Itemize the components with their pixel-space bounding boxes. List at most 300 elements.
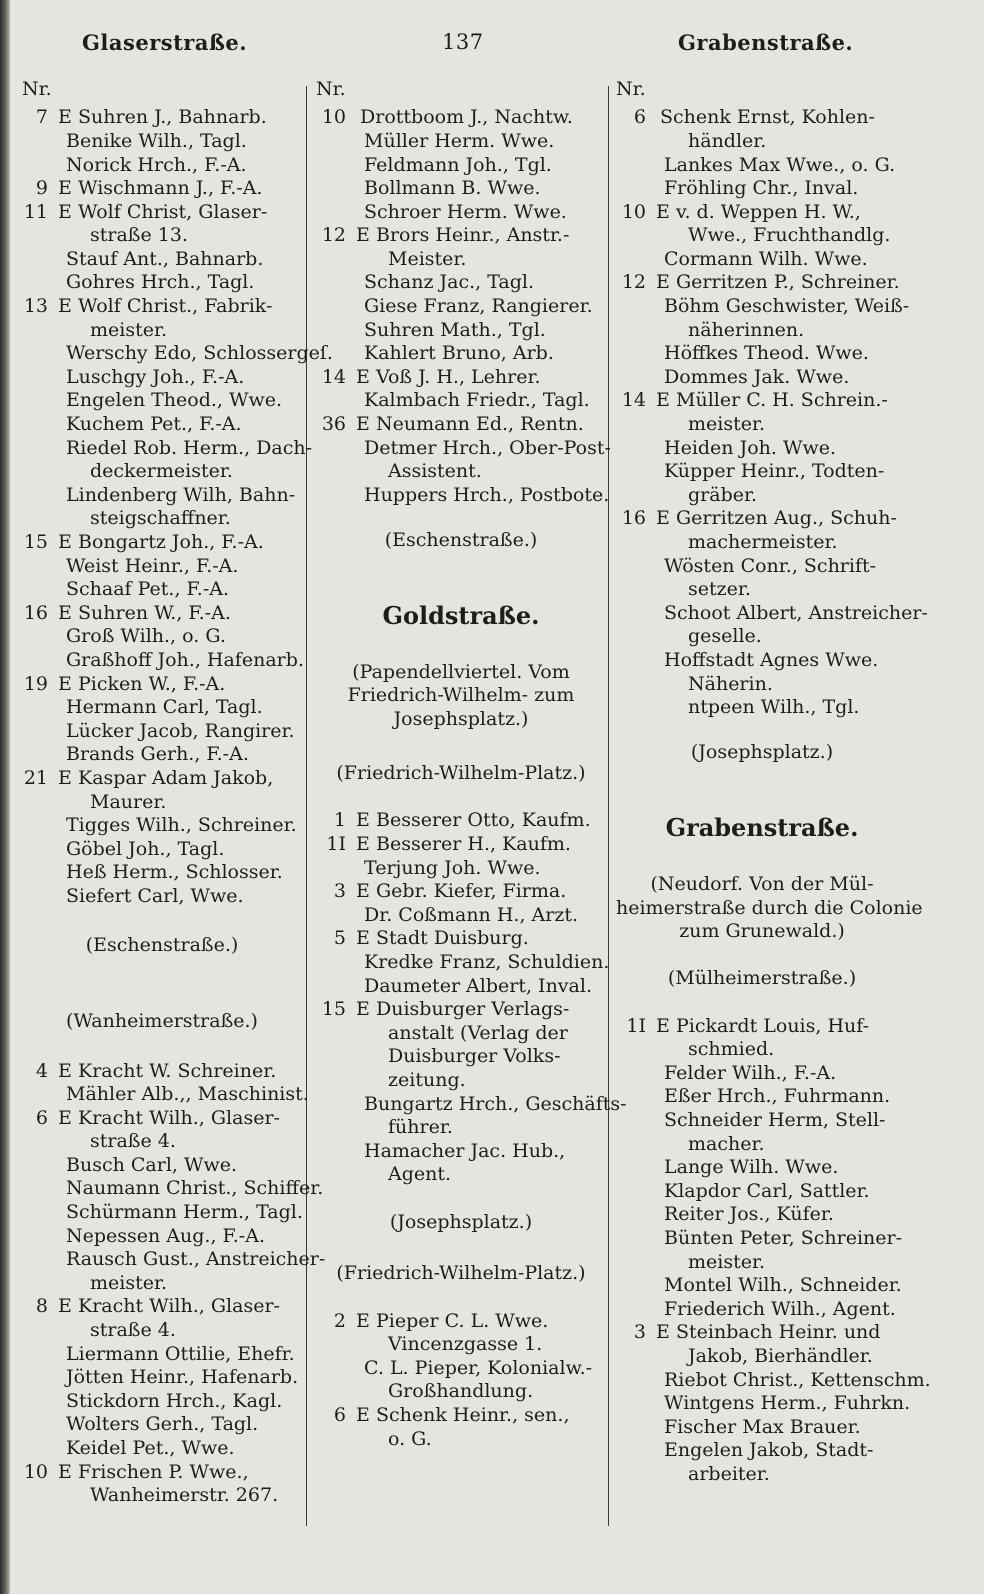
directory-entry	[18, 720, 306, 744]
column-rule-2	[608, 86, 609, 1526]
owner-mark: E	[58, 106, 72, 129]
entry-text: Schenk Heinr., sen.,	[376, 1403, 570, 1426]
entry-text: meister.	[90, 318, 168, 341]
directory-entry	[18, 295, 306, 319]
entry-text: Schneider Herm, Stell-	[664, 1109, 886, 1132]
entry-continuation	[316, 1380, 606, 1404]
entry-continuation	[616, 484, 908, 508]
directory-entry	[18, 484, 306, 508]
directory-entry	[316, 154, 606, 178]
directory-entry	[316, 295, 606, 319]
entry-text: v. d. Weppen H. W.,	[676, 200, 861, 223]
entry-text: Weist Heinr., F.-A.	[66, 554, 239, 577]
directory-entry	[316, 950, 610, 975]
entry-continuation	[316, 1163, 606, 1187]
directory-entry	[616, 1274, 908, 1298]
entry-text: Riedel Rob. Herm., Dach-	[66, 436, 313, 459]
directory-entry	[18, 342, 333, 366]
entry-text: Groß Wilh., o. G.	[66, 625, 226, 648]
directory-entry	[18, 767, 306, 791]
house-number: 16	[23, 601, 48, 624]
entry-text: Kracht W. Schreiner.	[78, 1059, 277, 1082]
spacer	[616, 847, 908, 873]
directory-entry	[18, 1154, 306, 1178]
directory-entry	[316, 319, 606, 343]
section-note: (Mülheimerstraße.)	[667, 967, 857, 990]
owner-mark: E	[356, 927, 370, 950]
entry-text: Schaaf Pet., F.-A.	[66, 578, 229, 601]
entry-text: macher.	[688, 1132, 765, 1155]
entry-text: Luschgy Joh., F.-A.	[66, 365, 245, 388]
directory-entry	[18, 1366, 306, 1390]
entry-continuation	[18, 1319, 306, 1343]
entry-text: Brors Heinr., Anstr.-	[376, 224, 570, 247]
directory-entry	[616, 366, 908, 390]
owner-mark: E	[58, 295, 72, 318]
house-number: 12	[321, 224, 346, 247]
entry-text: steigschaffner.	[90, 507, 231, 530]
directory-entry	[316, 1404, 606, 1428]
entry-continuation	[18, 1484, 306, 1508]
directory-entry	[18, 248, 306, 272]
owner-mark: E	[58, 672, 72, 695]
spacer	[616, 765, 908, 817]
section-note: (Eschenstraße.)	[384, 528, 538, 551]
book-spine-shadow	[0, 0, 10, 1594]
directory-entry	[18, 1083, 309, 1107]
entry-text: Assistent.	[388, 460, 482, 483]
spacer	[316, 507, 606, 528]
directory-entry	[616, 437, 908, 461]
entry-text: Großhandlung.	[388, 1380, 534, 1403]
entry-text: Näherin.	[688, 672, 773, 695]
entry-text: Friederich Wilh., Agent.	[664, 1297, 896, 1320]
directory-entry	[18, 1295, 306, 1319]
owner-mark: E	[58, 601, 72, 624]
entry-text: Agent.	[388, 1163, 452, 1186]
column-label: Nr.	[22, 78, 52, 100]
entry-text: Meister.	[388, 247, 467, 270]
directory-entry	[18, 413, 306, 437]
entry-text: Graßhoff Joh., Hafenarb.	[66, 648, 304, 671]
owner-mark: E	[58, 1106, 72, 1129]
entry-text: Suhren J., Bahnarb.	[78, 106, 267, 129]
owner-mark: E	[356, 880, 370, 903]
entry-text: Frischen P. Wwe.,	[78, 1460, 249, 1483]
directory-entry	[18, 1413, 306, 1437]
entry-text: machermeister.	[688, 531, 838, 553]
directory-entry	[18, 1461, 306, 1485]
street-heading: Grabenstraße.	[665, 813, 859, 843]
entry-text: Kahlert Bruno, Arb.	[364, 342, 554, 365]
entry-continuation	[616, 673, 908, 697]
entry-continuation	[616, 1251, 908, 1275]
owner-mark: E	[656, 271, 670, 294]
entry-text: Lankes Max Wwe., o. G.	[664, 153, 896, 176]
entry-text: Böhm Geschwister, Weiß-	[664, 295, 910, 318]
entry-text: meister.	[688, 1250, 766, 1273]
directory-entry	[616, 1439, 908, 1463]
entry-text: Duisburger Volks-	[388, 1045, 561, 1068]
entry-text: Voß J. H., Lehrer.	[376, 365, 541, 388]
directory-entry	[616, 1392, 911, 1416]
entry-text: Fröhling Chr., Inval.	[664, 177, 859, 200]
house-number: 4	[35, 1059, 48, 1082]
entry-continuation	[316, 1022, 606, 1046]
entry-text: händler.	[688, 129, 767, 152]
spacer	[316, 1286, 606, 1310]
entry-text: Montel Wilh., Schneider.	[664, 1274, 902, 1297]
owner-mark: E	[58, 1460, 72, 1483]
entry-continuation	[616, 1038, 908, 1062]
directory-entry	[316, 927, 606, 951]
directory-entry	[616, 649, 908, 673]
directory-entry	[316, 342, 606, 366]
owner-mark: E	[58, 1295, 72, 1318]
directory-entry	[316, 1092, 627, 1117]
column-middle	[316, 78, 627, 1451]
entry-continuation	[616, 130, 908, 154]
entry-text: Wolters Gerh., Tagl.	[66, 1413, 259, 1436]
entry-continuation	[18, 791, 306, 815]
house-number: 10	[621, 200, 646, 223]
entry-text: näherinnen.	[688, 318, 805, 341]
entry-text: Hermann Carl, Tagl.	[66, 696, 263, 719]
entry-text: Reiter Jos., Küfer.	[664, 1203, 834, 1226]
entry-text: Jötten Heinr., Hafenarb.	[66, 1366, 299, 1389]
spacer	[616, 720, 908, 741]
entry-text: Schenk Ernst, Kohlen-	[660, 106, 875, 129]
entry-text: Feldmann Joh., Tgl.	[364, 153, 552, 176]
directory-entry	[18, 673, 306, 697]
entry-text: Engelen Theod., Wwe.	[66, 389, 283, 412]
entry-text: Wolf Christ., Fabrik-	[78, 295, 273, 318]
owner-mark: E	[58, 200, 72, 223]
directory-entry	[616, 342, 908, 366]
directory-entry	[616, 1368, 931, 1393]
entry-text: arbeiter.	[688, 1462, 770, 1485]
entry-text: Wolf Christ, Glaser-	[78, 200, 268, 223]
house-number: 1	[333, 809, 346, 832]
directory-entry	[316, 975, 606, 999]
owner-mark: E	[58, 177, 72, 200]
entry-text: Bungartz Hrch., Geschäfts-	[364, 1092, 627, 1115]
spacer	[316, 786, 606, 810]
entry-continuation	[616, 319, 908, 343]
entry-text: Siefert Carl, Wwe.	[66, 884, 244, 907]
directory-entry	[18, 1201, 306, 1225]
column-right	[616, 78, 931, 1487]
entry-text: Bongartz Joh., F.-A.	[78, 531, 264, 553]
entry-text: Vincenzgasse 1.	[388, 1333, 543, 1356]
directory-page	[10, 0, 984, 1594]
entry-text: Gerritzen P., Schreiner.	[676, 271, 900, 294]
directory-entry	[616, 271, 908, 295]
directory-entry	[616, 1227, 908, 1251]
directory-entry	[616, 154, 908, 178]
owner-mark: E	[656, 1321, 670, 1344]
entry-text: straße 4.	[90, 1130, 176, 1153]
entry-continuation	[18, 460, 306, 484]
directory-entry	[316, 201, 606, 225]
house-number: 2	[333, 1309, 346, 1332]
house-number: 5	[333, 927, 346, 950]
owner-mark: E	[58, 531, 72, 553]
directory-entry	[18, 838, 306, 862]
column-rule-1	[306, 86, 307, 1526]
entry-text: Hoffstadt Agnes Wwe.	[664, 648, 879, 671]
entry-text: setzer.	[688, 578, 751, 601]
entry-continuation	[616, 578, 908, 602]
entry-text: Kaspar Adam Jakob,	[78, 766, 274, 789]
entry-text: Mähler Alb.,, Maschinist.	[66, 1083, 309, 1106]
section-note: (Eschenstraße.)	[85, 934, 239, 957]
entry-text: Müller Herm. Wwe.	[364, 129, 555, 152]
entry-text: Suhren W., F.-A.	[78, 601, 231, 624]
section-note: (Friedrich-Wilhelm-Platz.)	[336, 1262, 586, 1285]
entry-text: Schürmann Herm., Tagl.	[66, 1201, 303, 1224]
house-number: 15	[321, 998, 346, 1021]
directory-entry	[316, 1357, 606, 1381]
house-number: 10	[23, 1460, 48, 1483]
entry-text: Huppers Hrch., Postbote.	[364, 483, 610, 506]
directory-entry	[18, 814, 306, 838]
directory-entry	[316, 224, 606, 248]
directory-entry	[18, 1437, 306, 1461]
entry-text: Höffkes Theod. Wwe.	[664, 342, 869, 365]
entry-text: Riebot Christ., Kettenschm.	[664, 1368, 931, 1391]
spacer	[18, 909, 306, 935]
entry-text: Müller C. H. Schrein.-	[676, 389, 888, 412]
entry-text: Wintgens Herm., Fuhrkn.	[664, 1392, 911, 1415]
entry-text: Pickardt Louis, Huf-	[676, 1014, 870, 1037]
directory-entry	[18, 1343, 306, 1367]
owner-mark: E	[58, 766, 72, 789]
directory-entry	[18, 1225, 306, 1249]
entry-text: Besserer Otto, Kaufm.	[376, 809, 591, 832]
directory-entry	[616, 201, 908, 225]
directory-entry	[616, 507, 908, 531]
spacer	[316, 552, 606, 604]
spacer	[18, 1034, 306, 1060]
entry-continuation	[616, 1463, 908, 1487]
directory-entry	[18, 1390, 306, 1414]
entry-text: Detmer Hrch., Ober-Post-	[364, 436, 611, 459]
entry-text: Lange Wilh. Wwe.	[664, 1156, 839, 1179]
directory-entry	[18, 436, 313, 461]
spacer	[316, 1187, 606, 1211]
house-number: 14	[621, 389, 646, 412]
entry-text: Schroer Herm. Wwe.	[364, 200, 567, 223]
entry-text: Daumeter Albert, Inval.	[364, 974, 592, 997]
directory-entry	[316, 413, 606, 437]
directory-entry	[18, 389, 306, 413]
owner-mark: E	[656, 1014, 670, 1037]
directory-entry	[18, 649, 306, 673]
directory-entry	[316, 809, 606, 833]
entry-text: Duisburger Verlags-	[376, 998, 570, 1021]
entry-continuation	[18, 319, 306, 343]
entry-text: Kuchem Pet., F.-A.	[66, 413, 242, 436]
owner-mark: E	[356, 413, 370, 436]
directory-entry	[18, 1060, 306, 1084]
owner-mark: E	[356, 365, 370, 388]
house-number: 3	[333, 880, 346, 903]
entry-text: Rausch Gust., Anstreicher-	[66, 1248, 326, 1271]
entry-text: schmied.	[688, 1038, 775, 1061]
house-number: 3	[633, 1321, 646, 1344]
entry-continuation	[616, 625, 908, 649]
directory-entry	[18, 1107, 306, 1131]
section-note: (Friedrich-Wilhelm-Platz.)	[336, 762, 586, 785]
directory-entry	[316, 1310, 606, 1334]
house-number: 1I	[326, 833, 346, 855]
entry-text: Werschy Edo, Schlossergeſ.	[66, 342, 333, 365]
entry-text: Wwe., Fruchthandlg.	[688, 224, 891, 247]
spacer	[316, 635, 606, 661]
entry-text: Stickdorn Hrch., Kagl.	[66, 1389, 283, 1412]
directory-entry	[316, 1140, 606, 1164]
directory-entry	[616, 248, 908, 272]
house-number: 15	[23, 531, 48, 553]
directory-entry	[18, 201, 306, 225]
directory-entry	[18, 154, 306, 178]
directory-entry	[316, 436, 611, 461]
section-note: zum Grunewald.)	[679, 920, 845, 943]
entry-text: meister.	[90, 1271, 168, 1294]
spacer	[316, 1234, 606, 1262]
entry-text: Göbel Joh., Tagl.	[66, 837, 225, 860]
entry-text: Wanheimerstr. 267.	[90, 1484, 279, 1507]
entry-text: Schanz Jac., Tagl.	[364, 271, 535, 294]
entry-text: Giese Franz, Rangierer.	[364, 295, 593, 318]
entry-continuation	[616, 1345, 908, 1369]
entry-continuation	[316, 1428, 606, 1452]
directory-entry	[616, 1109, 908, 1133]
entry-text: C. L. Pieper, Kolonialw.-	[364, 1356, 593, 1379]
entry-text: Brands Gerh., F.-A.	[66, 743, 249, 766]
directory-entry	[616, 1180, 908, 1204]
section-note: Josephsplatz.)	[393, 707, 529, 730]
directory-entry	[316, 998, 606, 1022]
house-number: 21	[23, 766, 48, 789]
entry-text: Steinbach Heinr. und	[676, 1321, 881, 1344]
house-number: 10	[321, 106, 346, 129]
entry-text: Küpper Heinr., Todten-	[664, 460, 885, 483]
entry-text: Dommes Jak. Wwe.	[664, 365, 850, 388]
owner-mark: E	[356, 1309, 370, 1332]
entry-text: Terjung Joh. Wwe.	[364, 856, 541, 879]
entry-text: Keidel Pet., Wwe.	[66, 1437, 235, 1459]
entry-continuation	[18, 1130, 306, 1154]
directory-entry	[616, 1085, 908, 1109]
entry-text: Suhren Math., Tgl.	[364, 318, 546, 341]
directory-entry	[18, 555, 306, 579]
directory-entry	[616, 106, 908, 130]
entry-text: Benike Wilh., Tagl.	[66, 129, 247, 152]
entry-continuation	[616, 531, 908, 555]
directory-entry	[18, 1177, 324, 1201]
directory-entry	[18, 1248, 326, 1272]
house-number: 12	[621, 271, 646, 294]
spacer	[616, 991, 908, 1015]
entry-text: Naumann Christ., Schiffer.	[66, 1177, 324, 1200]
directory-entry	[316, 130, 606, 154]
owner-mark: E	[356, 224, 370, 247]
directory-entry	[316, 857, 606, 881]
owner-mark: E	[656, 200, 670, 223]
directory-entry	[18, 885, 306, 909]
house-number: 19	[23, 672, 48, 695]
entry-text: zeitung.	[388, 1068, 466, 1091]
entry-text: Gohres Hrch., Tagl.	[66, 271, 255, 294]
entry-text: Engelen Jakob, Stadt-	[664, 1439, 874, 1462]
house-number: 9	[35, 177, 48, 200]
directory-entry	[316, 366, 606, 390]
directory-entry	[316, 271, 606, 295]
entry-text: Felder Wilh., F.-A.	[664, 1061, 837, 1084]
entry-continuation	[316, 248, 606, 272]
house-number: 36	[321, 413, 346, 436]
entry-text: Eßer Hrch., Fuhrmann.	[664, 1085, 891, 1108]
entry-continuation	[316, 1116, 606, 1140]
house-number: 14	[321, 365, 346, 388]
section-note: (Josephsplatz.)	[389, 1210, 533, 1233]
house-number: 6	[633, 106, 646, 129]
directory-entry	[18, 696, 306, 720]
entry-text: Pieper C. L. Wwe.	[376, 1309, 549, 1332]
owner-mark: E	[356, 809, 370, 832]
entry-continuation	[616, 1133, 908, 1157]
column-label: Nr.	[316, 78, 346, 100]
running-head-right: Grabenstraße.	[678, 30, 854, 55]
owner-mark: E	[356, 833, 370, 855]
entry-continuation	[18, 1272, 306, 1296]
entry-text: Bünten Peter, Schreiner-	[664, 1227, 903, 1250]
entry-continuation	[616, 696, 908, 720]
entry-text: Bollmann B. Wwe.	[364, 177, 541, 200]
entry-text: Kredke Franz, Schuldien.	[364, 950, 610, 973]
house-number: 6	[35, 1106, 48, 1129]
directory-entry	[616, 177, 908, 201]
directory-entry	[616, 1321, 908, 1345]
entry-text: Kracht Wilh., Glaser-	[78, 1295, 280, 1318]
entry-continuation	[316, 1333, 606, 1357]
directory-entry	[316, 833, 606, 857]
entry-text: Fischer Max Brauer.	[664, 1415, 861, 1438]
directory-entry	[316, 106, 606, 130]
entry-text: Jakob, Bierhändler.	[688, 1344, 873, 1367]
directory-entry	[316, 904, 606, 928]
directory-entry	[616, 1062, 908, 1086]
entry-text: gräber.	[688, 483, 758, 506]
entry-continuation	[316, 460, 606, 484]
entry-text: Stauf Ant., Bahnarb.	[66, 247, 264, 270]
spacer	[18, 958, 306, 1010]
entry-continuation	[316, 1045, 606, 1069]
directory-entry	[18, 578, 306, 602]
owner-mark: E	[356, 998, 370, 1021]
house-number: 8	[35, 1295, 48, 1318]
house-number: 13	[23, 295, 48, 318]
directory-entry	[616, 601, 928, 626]
spacer	[616, 944, 908, 968]
section-note: heimerstraße durch die Colonie	[616, 896, 923, 919]
entry-text: Dr. Coßmann H., Arzt.	[364, 903, 579, 926]
entry-text: Busch Carl, Wwe.	[66, 1153, 238, 1176]
entry-text: Maurer.	[90, 790, 167, 813]
directory-entry	[616, 555, 908, 579]
